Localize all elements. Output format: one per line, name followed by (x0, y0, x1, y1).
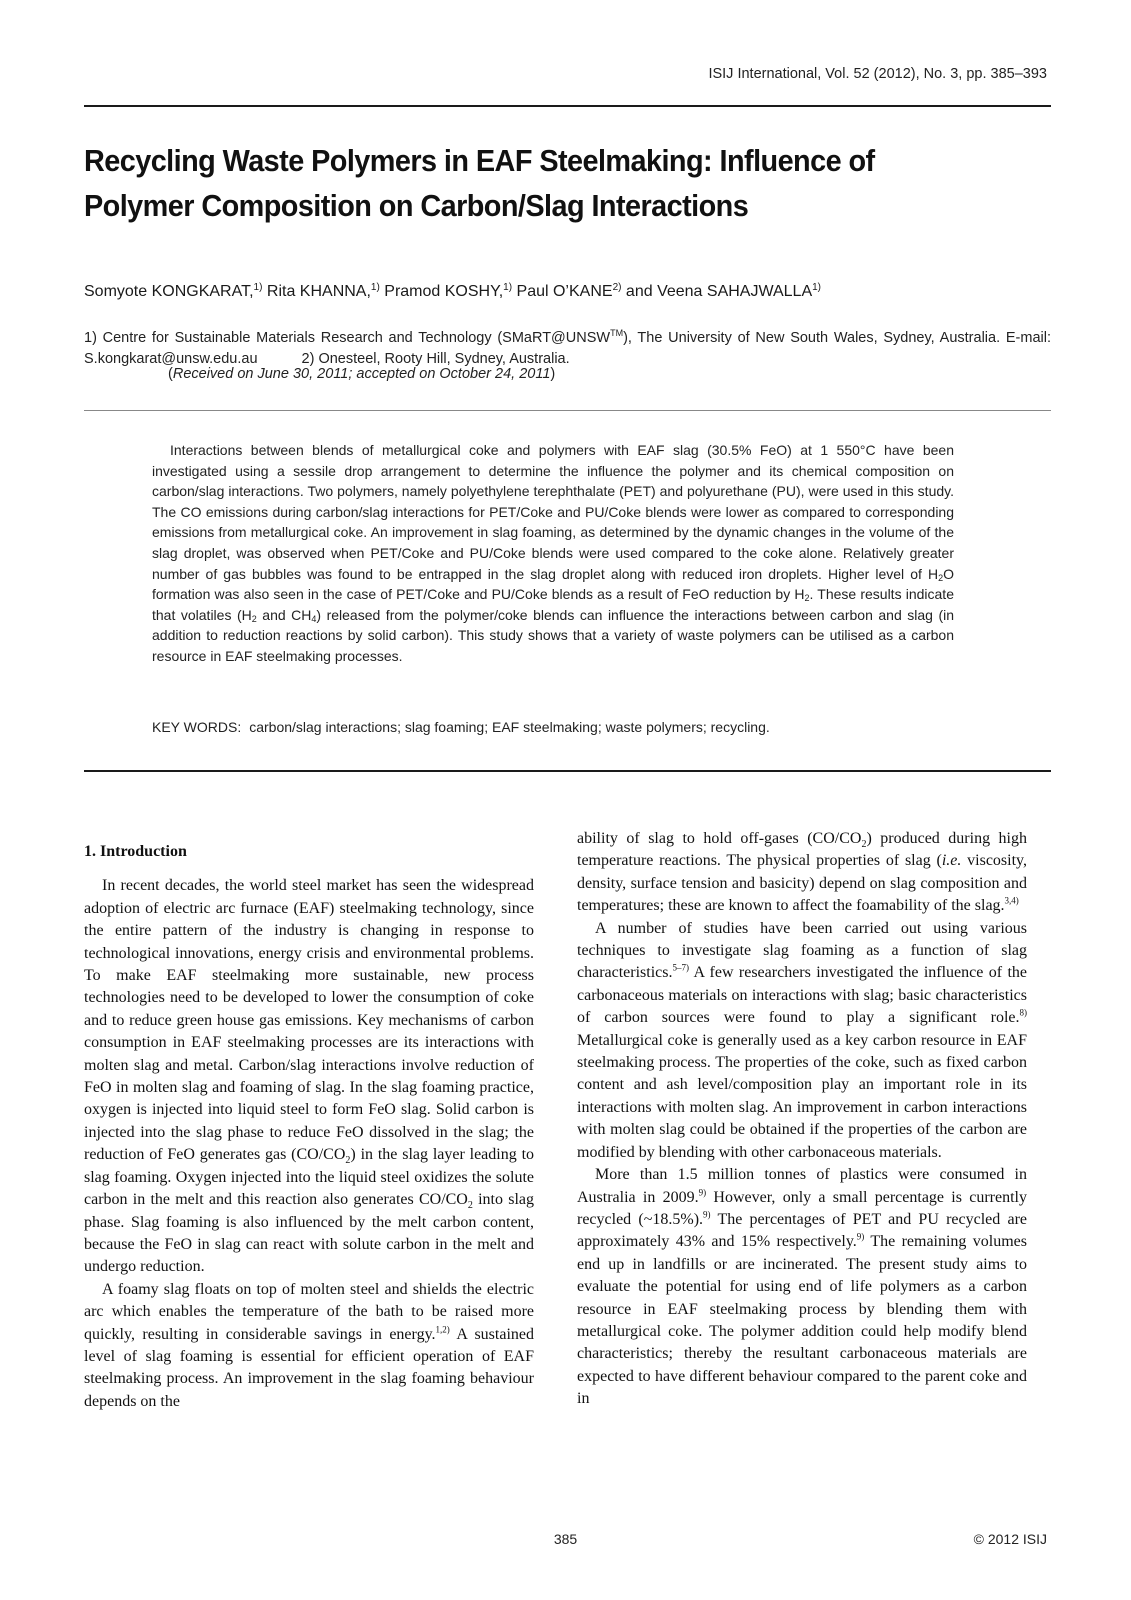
affiliations (84, 323, 1051, 370)
title-line-2: Polymer Composition on Carbon/Slag Interactions (84, 188, 749, 223)
citation-mark: 9) (698, 1187, 707, 1198)
abstract-span: . These results indicate that volatiles (H (152, 586, 954, 623)
body-column-right (577, 828, 1027, 1411)
subscript: 2 (251, 613, 257, 624)
abstract-top-rule (84, 410, 1051, 411)
abstract-span: ) released from the polymer/coke blends can influence the interactions between carbon and slag (in addition to reduction reactions by solid carbon). This study shows that a variety of waste polymers can be utilised as a carbon resource in EAF steelmaking processes. (152, 606, 955, 664)
author-affil-mark: 1) (812, 282, 822, 293)
article-title (84, 138, 977, 228)
page-number: 385 (553, 1531, 578, 1547)
keywords-label: KEY WORDS: (152, 719, 242, 735)
header-rule (84, 105, 1051, 107)
subscript: 2 (861, 839, 867, 851)
author-affil-mark: 2) (612, 282, 622, 293)
keywords-list: carbon/slag interactions; slag foaming; EAF steelmaking; waste polymers; recycling. (249, 719, 770, 735)
abstract (152, 440, 954, 667)
citation-mark: 8) (1019, 1007, 1027, 1018)
body-paragraph (577, 918, 1027, 1164)
italic-text: i.e. (941, 852, 962, 870)
text-span: A few researchers investigated the influence of the carbonaceous materials on interactions with slag; basic characteristics of carbon sources were found to play a significant role. (577, 964, 1027, 1027)
body-paragraph (577, 1164, 1027, 1410)
running-head: ISIJ International, Vol. 52 (2012), No. 3, pp. 385–393 (708, 66, 1047, 82)
received-dates: (Received on June 30, 2011; accepted on October 24, 2011) (168, 366, 556, 382)
text-span: ) produced during high temperature reactions. The physical properties of slag ( (577, 830, 1028, 870)
text-span: A sustained level of slag foaming is essential for efficient operation of EAF steelmaking process. An improvement in the slag foaming behaviour depends on the (84, 1325, 534, 1410)
keywords (152, 719, 770, 735)
subscript: 2 (804, 593, 810, 604)
citation-mark: 9) (856, 1231, 865, 1242)
subscript: 2 (345, 1155, 351, 1167)
citation-mark: 9) (703, 1209, 711, 1220)
author-name: and Veena SAHAJWALLA (625, 283, 813, 300)
author-affil-mark: 1) (253, 282, 263, 293)
abstract-span: and CH (256, 606, 312, 623)
subscript: 4 (311, 613, 317, 624)
abstract-text (152, 440, 954, 667)
text-span: viscosity, density, surface tension and basicity) depend on slag composition and temperatures; these are known to affect the foamability of the slag. (577, 852, 1027, 915)
abstract-span: Interactions between blends of metallurgical coke and polymers with EAF slag (30.5% FeO) at 1 550°C have been investigated using a sessile drop arrangement to determine the influence the polymer and its chemical composition on carbon/slag interactions. Two polymers, namely polyethylene terephthalate (PET) and polyurethane (PU), were used in this study. The CO emissions during carbon/slag interactions for PET/Coke and PU/Coke blends were lower as compared to corresponding emissions from metallurgical coke. An improvement in slag foaming, as determined by the dynamic changes in the volume of the slag droplet, was observed when PET/Coke and PU/Coke blends were used compared to the coke alone. Relatively greater number of gas bubbles was found to be entrapped in the slag droplet along with reduced iron droplets. Higher level of H (152, 442, 954, 582)
body-paragraph (84, 875, 534, 1278)
author-list (84, 282, 821, 301)
author-name: Rita KHANNA, (266, 283, 371, 300)
section-heading: 1. Introduction (84, 843, 187, 860)
text-span: More than 1.5 million tonnes of plastics were consumed in Australia in 2009. (577, 1166, 1027, 1206)
text-span: Metallurgical coke is generally used as a key carbon resource in EAF steelmaking process. The properties of the coke, such as fixed carbon content and ash level/composition play an important role in its interactions with molten slag. An improvement in carbon interactions with molten slag could be obtained if the properties of the carbon are modified by blending with other carbonaceous materials. (577, 1031, 1027, 1161)
text-span: In recent decades, the world steel market has seen the widespread adoption of electric arc furnace (EAF) steelmaking technology, since the entire pattern of the industry is changing in response to technological innovations, energy crisis and environmental problems. To make EAF steelmaking more sustainable, new process technologies need to be developed to lower the consumption of coke and to reduce green house gas emissions. Key mechanisms of carbon consumption in EAF steelmaking processes are its interactions with molten slag and metal. Carbon/slag interactions involve reduction of FeO in molten slag and foaming of slag. In the slag foaming practice, oxygen is injected into liquid steel to form FeO slag. Solid carbon is injected into the slag phase to reduce FeO dissolved in the slag; the reduction of FeO generates gas (CO/CO (84, 877, 534, 1164)
text-span: The remaining volumes end up in landfills or are incinerated. The present study aims to evaluate the potential for using end of life polymers as a carbon resource in EAF steelmaking process by blending them with metallurgical coke. The polymer addition could help modify blend characteristics; thereby the resultant carbonaceous materials are expected to have different behaviour compared to the parent coke and in (577, 1233, 1027, 1408)
text-span: ) in the slag layer leading to slag foaming. Oxygen injected into the liquid steel oxidizes the solute carbon in the melt and this reaction also generates CO/CO (84, 1146, 535, 1209)
affiliation-1: 1) Centre for Sustainable Materials Research and Technology (SMaRT@UNSW (84, 329, 611, 346)
body-paragraph (577, 828, 1027, 918)
abstract-bottom-rule (84, 770, 1051, 772)
affiliation-2: 2) Onesteel, Rooty Hill, Sydney, Australia. (301, 350, 570, 367)
subscript: 2 (467, 1200, 473, 1212)
author-name: Pramod KOSHY, (384, 283, 504, 300)
copyright-notice: © 2012 ISIJ (973, 1531, 1047, 1547)
text-span: A foamy slag floats on top of molten steel and shields the electric arc which enables the temperature of the bath to be raised more quickly, resulting in considerable savings in energy. (84, 1280, 534, 1343)
text-span: into slag phase. Slag foaming is also influenced by the melt carbon content, because the FeO in slag can react with solute carbon in the melt and undergo reduction. (84, 1191, 535, 1276)
author-name: Paul O’KANE (516, 283, 613, 300)
body-column-left (84, 828, 534, 1413)
author-affil-mark: 1) (370, 282, 380, 293)
text-span: However, only a small percentage is currently recycled (~18.5%). (577, 1188, 1028, 1228)
author-name: Somyote KONGKARAT, (84, 283, 254, 300)
title-line-1: Recycling Waste Polymers in EAF Steelmaking: Influence of (84, 143, 875, 178)
text-span: ability of slag to hold off-gases (CO/CO (577, 830, 862, 847)
citation-mark: 1,2) (435, 1324, 450, 1335)
abstract-span: O formation was also seen in the case of PET/Coke and PU/Coke blends as a result of FeO reduction by H (152, 565, 954, 603)
received-text: Received on June 30, 2011; accepted on October 24, 2011 (172, 366, 551, 382)
subscript: 2 (938, 572, 944, 583)
text-span: The percentages of PET and PU recycled are approximately 43% and 15% respectively. (577, 1210, 1027, 1251)
citation-mark: 3,4) (1004, 895, 1019, 906)
affiliation-1-rest: ), The University of New South Wales, Sydney, Australia. E-mail: S.kongkarat@unsw.edu.au (84, 329, 1051, 367)
trademark-mark: TM (610, 328, 624, 338)
text-span: A number of studies have been carried out using various techniques to investigate slag foaming as a function of slag characteristics. (577, 919, 1027, 982)
citation-mark: 5–7) (672, 963, 689, 974)
author-affil-mark: 1) (503, 282, 513, 293)
body-paragraph (84, 1279, 534, 1413)
